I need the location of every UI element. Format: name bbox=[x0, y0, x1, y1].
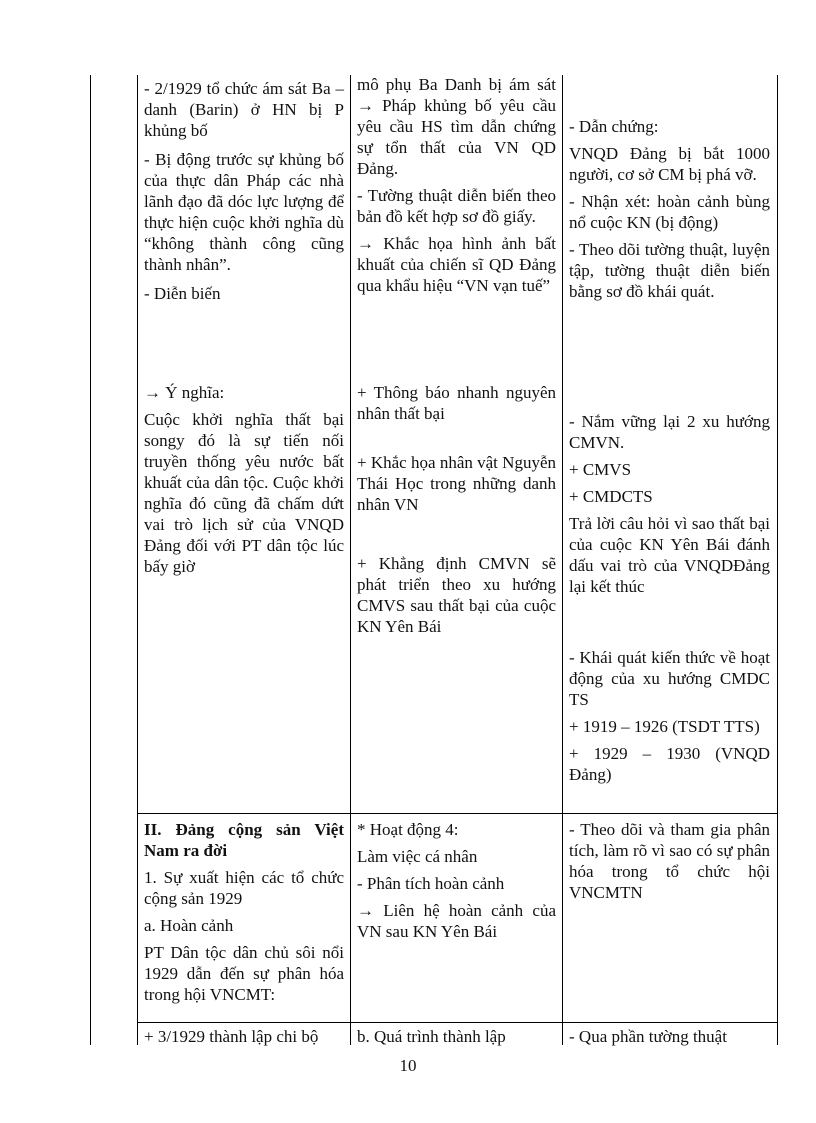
table-border-col3-left bbox=[562, 75, 563, 1045]
student-item: + CMVS bbox=[569, 460, 632, 479]
page-number: 10 bbox=[399, 1056, 417, 1075]
content-item: - Bị động trước sự khủng bố của thực dân Pháp các nhà lãnh đạo đã dóc lực lượng để thực hiện cuộc khởi nghĩa dù “không thành công cũng thành nhân”. bbox=[144, 150, 344, 274]
activity-item: * Hoạt động 4: bbox=[357, 820, 459, 839]
content-item: PT Dân tộc dân chủ sôi nổi 1929 dẫn đến sự phân hóa trong hội VNCMT: bbox=[144, 943, 344, 1004]
activity-item: + Khắc họa nhân vật Nguyễn Thái Học trong những danh nhân VN bbox=[357, 453, 556, 514]
activity-item: - Tường thuật diễn biến theo bản đồ kết hợp sơ đồ giấy. bbox=[357, 186, 556, 226]
table-border-col2-left bbox=[350, 75, 351, 1045]
student-item: VNQD Đảng bị bắt 1000 người, cơ sở CM bị phá vỡ. bbox=[569, 144, 770, 184]
activity-item: + Khẳng định CMVN sẽ phát triển theo xu hướng CMVS sau thất bại của cuộc KN Yên Bái bbox=[357, 554, 556, 636]
content-item: Cuộc khởi nghĩa thất bại songy đó là sự tiến nối truyền thống yêu nước bất khuất của dân tộc. Cuộc khởi nghĩa đó cũng đã chấm dứt vai trò lịch sử của VNQD Đảng đối với PT dân tộc lúc bấy giờ bbox=[144, 410, 344, 576]
table-border-col1-left bbox=[137, 75, 138, 1045]
student-item: Trả lời câu hỏi vì sao thất bại của cuộc KN Yên Bái đánh dấu vai trò của VNQDĐảng lại kết thúc bbox=[569, 514, 770, 596]
activity-item: Làm việc cá nhân bbox=[357, 847, 478, 866]
activity-item: mô phụ Ba Danh bị ám sát → Pháp khủng bố yêu cầu yêu cầu HS tìm dẫn chứng sự tổn thất của VN QD Đảng. bbox=[357, 75, 556, 178]
student-activity-column bbox=[569, 78, 770, 1046]
activity-item: → Liên hệ hoàn cảnh của VN sau KN Yên Bái bbox=[357, 901, 556, 941]
section-heading: II. Đảng cộng sản Việt Nam ra đời bbox=[144, 820, 344, 860]
activity-item: - Phân tích hoàn cảnh bbox=[357, 874, 505, 893]
student-item: - Khái quát kiến thức về hoạt động của xu hướng CMDC TS bbox=[569, 648, 770, 709]
student-item: - Qua phần tường thuật bbox=[569, 1027, 727, 1046]
student-item: + CMDCTS bbox=[569, 487, 653, 506]
content-item: - Diễn biến bbox=[144, 284, 221, 303]
student-item: - Theo dõi và tham gia phân tích, làm rõ vì sao có sự phân hóa trong tổ chức hội VNCMTN bbox=[569, 820, 770, 902]
student-item: + 1929 – 1930 (VNQD Đảng) bbox=[569, 744, 770, 784]
student-item: + 1919 – 1926 (TSDT TTS) bbox=[569, 717, 760, 736]
activity-item: → Khắc họa hình ảnh bất khuất của chiến sĩ QD Đảng qua khẩu hiệu “VN vạn tuế” bbox=[357, 234, 556, 295]
content-item: + 3/1929 thành lập chi bộ bbox=[144, 1027, 319, 1046]
content-item: a. Hoàn cảnh bbox=[144, 916, 234, 935]
activity-item: b. Quá trình thành lập bbox=[357, 1027, 506, 1046]
content-item: 1. Sự xuất hiện các tổ chức cộng sản 1929 bbox=[144, 868, 344, 908]
student-item: - Nhận xét: hoàn cảnh bùng nổ cuộc KN (bị động) bbox=[569, 192, 770, 232]
activity-item: + Thông báo nhanh nguyên nhân thất bại bbox=[357, 383, 556, 423]
content-item: → Ý nghĩa: bbox=[144, 383, 225, 402]
content-item: - 2/1929 tổ chức ám sát Ba – danh (Barin) ở HN bị P khủng bố bbox=[144, 79, 344, 140]
student-item: - Dẫn chứng: bbox=[569, 117, 659, 136]
table-border-left bbox=[90, 75, 91, 1045]
table-border-right bbox=[777, 75, 778, 1045]
teacher-activity-column bbox=[357, 75, 556, 1046]
student-item: - Nắm vững lại 2 xu hướng CMVN. bbox=[569, 412, 770, 452]
student-item: - Theo dõi tường thuật, luyện tập, tường thuật diễn biến bằng sơ đồ khái quát. bbox=[569, 240, 770, 301]
content-column bbox=[144, 78, 344, 1046]
